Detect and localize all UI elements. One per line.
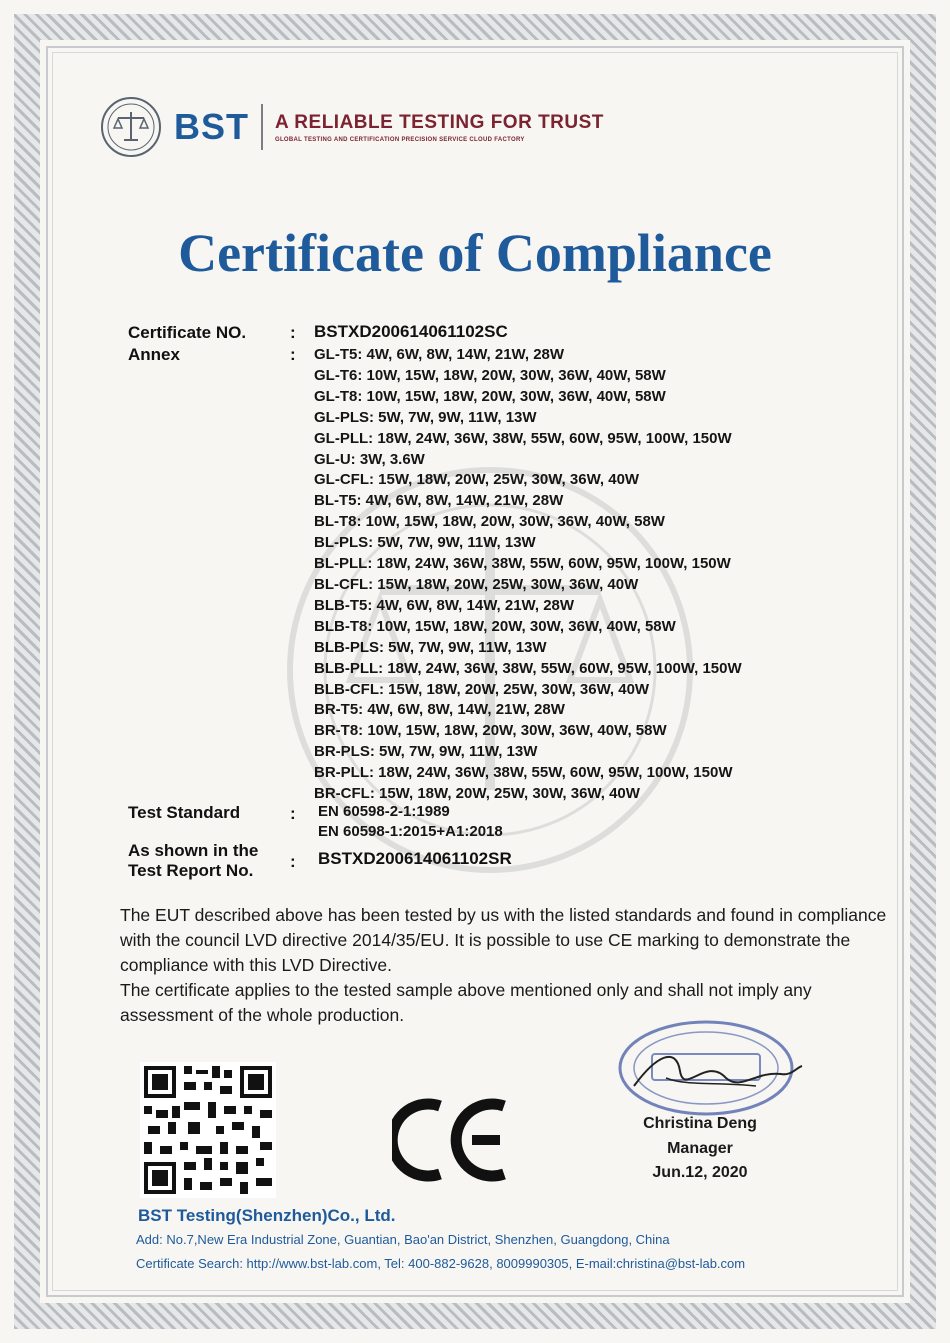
approved-stamp-icon xyxy=(606,1016,806,1126)
tagline-main: A RELIABLE TESTING FOR TRUST xyxy=(275,111,604,133)
annex-list xyxy=(314,345,834,805)
page-title: Certificate of Compliance xyxy=(178,223,772,283)
balance-scale-seal-icon xyxy=(100,96,162,158)
report-label-line1: As shown in the xyxy=(128,841,259,860)
annex-item: BLB-PLL: 18W, 24W, 36W, 38W, 55W, 60W, 95W, 100W, 150W xyxy=(314,659,742,677)
standard-item: EN 60598-2-1:1989 xyxy=(318,803,450,820)
certificate-number-colon: : xyxy=(290,323,296,342)
annex-item: BR-T8: 10W, 15W, 18W, 20W, 30W, 36W, 40W, 58W xyxy=(314,722,667,740)
statement-paragraph-1: The EUT described above has been tested by us with the listed standards and found in compliance with the council LVD directive 2014/35/EU. It is possible to use CE marking to demonstrate the compliance with this LVD Directive. xyxy=(120,905,887,975)
signer-title: Manager xyxy=(667,1140,733,1157)
annex-colon: : xyxy=(290,345,296,364)
standard-item: EN 60598-1:2015+A1:2018 xyxy=(318,823,503,840)
report-number-value: BSTXD200614061102SR xyxy=(318,849,512,868)
test-standard-label: Test Standard xyxy=(128,803,241,822)
annex-item: BLB-CFL: 15W, 18W, 20W, 25W, 30W, 36W, 40W xyxy=(314,680,650,698)
company-address: Add: No.7,New Era Industrial Zone, Guantian, Bao'an District, Shenzhen, Guangdong, China xyxy=(136,1232,670,1247)
annex-item: BL-PLL: 18W, 24W, 36W, 38W, 55W, 60W, 95W, 100W, 150W xyxy=(314,555,731,573)
annex-item: GL-CFL: 15W, 18W, 20W, 25W, 30W, 36W, 40W xyxy=(314,471,640,489)
qr-code-icon xyxy=(140,1062,276,1198)
header-divider xyxy=(261,104,263,150)
annex-item: GL-T6: 10W, 15W, 18W, 20W, 30W, 36W, 40W, 58W xyxy=(314,366,666,384)
report-label-line2: Test Report No. xyxy=(128,861,254,880)
signature-date: Jun.12, 2020 xyxy=(652,1164,748,1181)
test-standard-colon: : xyxy=(290,804,296,823)
signer-name: Christina Deng xyxy=(643,1115,757,1132)
annex-item: BL-CFL: 15W, 18W, 20W, 25W, 30W, 36W, 40W xyxy=(314,575,639,593)
compliance-statement xyxy=(120,903,890,1028)
annex-item: GL-PLS: 5W, 7W, 9W, 11W, 13W xyxy=(314,408,537,426)
annex-item: BL-T5: 4W, 6W, 8W, 14W, 21W, 28W xyxy=(314,492,564,510)
annex-item: BR-PLL: 18W, 24W, 36W, 38W, 55W, 60W, 95W, 100W, 150W xyxy=(314,764,733,782)
annex-item: BR-T5: 4W, 6W, 8W, 14W, 21W, 28W xyxy=(314,701,565,719)
tagline-sub: GLOBAL TESTING AND CERTIFICATION PRECISION SERVICE CLOUD FACTORY xyxy=(275,136,525,143)
brand-name: BST xyxy=(174,106,249,147)
certificate-search-info: Certificate Search: http://www.bst-lab.com, Tel: 400-882-9628, 8009990305, E-mail:christina@bst-lab.com xyxy=(136,1256,746,1271)
annex-label: Annex xyxy=(128,345,180,364)
header xyxy=(100,96,604,158)
annex-item: BLB-T5: 4W, 6W, 8W, 14W, 21W, 28W xyxy=(314,596,575,614)
certificate-number-label: Certificate NO. xyxy=(128,323,247,342)
annex-item: GL-PLL: 18W, 24W, 36W, 38W, 55W, 60W, 95W, 100W, 150W xyxy=(314,429,732,447)
annex-item: BR-CFL: 15W, 18W, 20W, 25W, 30W, 36W, 40W xyxy=(314,785,640,803)
annex-item: GL-T8: 10W, 15W, 18W, 20W, 30W, 36W, 40W, 58W xyxy=(314,387,666,405)
annex-item: BR-PLS: 5W, 7W, 9W, 11W, 13W xyxy=(314,743,538,761)
annex-item: GL-U: 3W, 3.6W xyxy=(314,450,425,468)
annex-item: BL-PLS: 5W, 7W, 9W, 11W, 13W xyxy=(314,534,536,552)
annex-item: BLB-T8: 10W, 15W, 18W, 20W, 30W, 36W, 40W, 58W xyxy=(314,617,676,635)
certificate-number-value: BSTXD200614061102SC xyxy=(314,322,508,341)
annex-item: BL-T8: 10W, 15W, 18W, 20W, 30W, 36W, 40W, 58W xyxy=(314,513,665,531)
statement-paragraph-2: The certificate applies to the tested sample above mentioned only and shall not imply any assessment of the whole production. xyxy=(120,980,812,1025)
annex-item: BLB-PLS: 5W, 7W, 9W, 11W, 13W xyxy=(314,638,547,656)
annex-item: GL-T5: 4W, 6W, 8W, 14W, 21W, 28W xyxy=(314,346,565,363)
ce-mark-icon xyxy=(392,1098,510,1182)
standards-list xyxy=(318,802,503,842)
tagline xyxy=(275,112,604,143)
company-name: BST Testing(Shenzhen)Co., Ltd. xyxy=(138,1206,396,1225)
report-colon: : xyxy=(290,852,296,871)
